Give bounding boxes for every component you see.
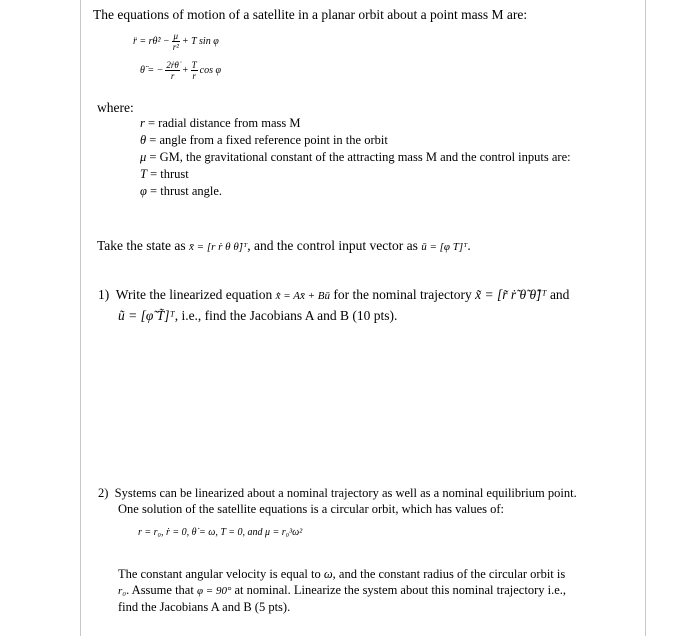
definition-r: [140, 116, 301, 131]
definition-T: [140, 167, 189, 182]
definition-text: = angle from a fixed reference point in the orbit: [149, 133, 388, 147]
control-expression: ū = [φ T]ᵀ: [421, 241, 468, 253]
q2-line-5: find the Jacobians A and B (5 pts).: [118, 600, 291, 614]
q2-line-4-text-a: . Assume that: [126, 583, 194, 597]
q1-line-2-text: , i.e., find the Jacobians A and B (10 pts).: [174, 308, 398, 323]
equation-2-text: θ̈ = − $\frac{\text{2ṙθ̇}}{r}$ + $\frac{T}{r}$ cos φ: [140, 60, 221, 81]
q1-line-2: [118, 308, 397, 324]
definition-symbol: θ: [140, 133, 147, 147]
definition-mu: [140, 150, 571, 165]
definition-theta: [140, 133, 388, 148]
q2-line-3: [118, 567, 565, 582]
state-lead: Take the state as: [97, 238, 186, 253]
equation-2: [140, 60, 221, 81]
q2-line-4-text-b: at nominal. Linearize the system about this nominal trajectory i.e.,: [234, 583, 567, 597]
q2-line-2: One solution of the satellite equations is a circular orbit, which has values of:: [118, 502, 505, 516]
q1-text-c: and: [549, 287, 570, 302]
definition-text: = thrust: [150, 167, 189, 181]
q2-line-3-text-b: , and the constant radius of the circular orbit is: [332, 567, 566, 581]
q1-text-b: for the nominal trajectory: [333, 287, 472, 302]
definition-text: = thrust angle.: [150, 184, 223, 198]
intro-text: The equations of motion of a satellite in a planar orbit about a point mass M are:: [93, 7, 528, 22]
state-expression: x̄ = [r ṙ θ θ̇]ᵀ: [189, 241, 248, 253]
q2-thrust-angle-equation: φ = 90°: [196, 585, 232, 597]
q1-linearized-equation: x̄̇ = Ax̄ + Bū: [275, 290, 331, 302]
left-page-edge: [80, 0, 81, 636]
q2-line-3-text-a: The constant angular velocity is equal to: [118, 567, 321, 581]
q2-line-1: [98, 486, 577, 501]
q1-nominal-control: ũ = [φ̃ T̃]ᵀ: [118, 308, 175, 323]
q2-nominal-values: r = r₀, ṙ = 0, θ̇ = ω, T = 0, and μ = r₀³ω²: [138, 527, 303, 538]
definition-text: = radial distance from mass M: [148, 116, 301, 130]
equation-1-text: r̈ = rθ̇² − $\frac{\mu}{\text{r²}}$ + T sin φ: [133, 31, 219, 52]
q1-line-1: [98, 287, 569, 303]
q1-text-a: Write the linearized equation: [115, 287, 273, 302]
definition-symbol: φ: [140, 184, 147, 198]
state-middle: , and the control input vector as: [247, 238, 418, 253]
definition-symbol: r: [140, 116, 145, 130]
q2-number: 2): [98, 486, 109, 500]
definition-phi: [140, 184, 222, 199]
state-sentence: [97, 238, 471, 254]
definition-symbol: μ: [140, 150, 147, 164]
q2-omega-symbol: ω: [323, 567, 333, 581]
definition-symbol: T: [140, 167, 147, 181]
q2-radius-symbol: r₀: [118, 585, 127, 597]
q2-line-4: [118, 583, 566, 598]
q1-number: 1): [98, 287, 110, 302]
q1-nominal-trajectory: x̃ = [r̃ ṙ̃ θ̃ θ̃̇]ᵀ: [475, 287, 547, 302]
definition-text: = GM, the gravitational constant of the attracting mass M and the control inputs are:: [149, 150, 571, 164]
state-end: .: [467, 238, 471, 253]
where-label: where:: [97, 100, 134, 115]
equation-1: [133, 31, 219, 52]
right-page-edge: [645, 0, 646, 636]
q2-line-1-text: Systems can be linearized about a nominal trajectory as well as a nominal equilibrium point.: [114, 486, 577, 500]
